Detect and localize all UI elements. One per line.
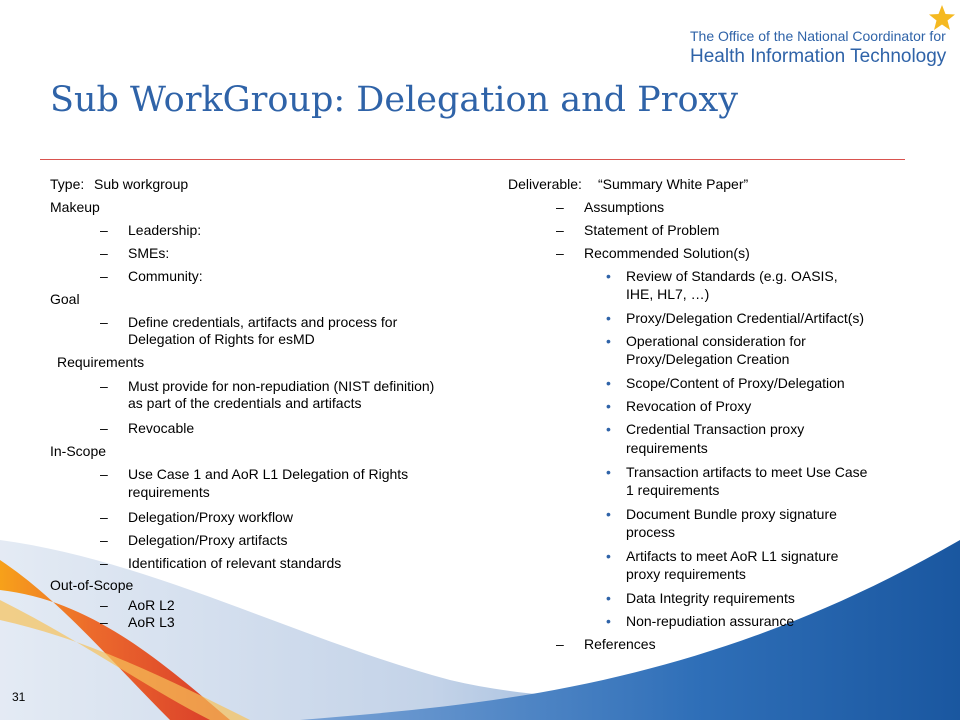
bullet-marker: • bbox=[606, 548, 611, 564]
dash-marker: – bbox=[100, 532, 108, 548]
dash-marker: – bbox=[100, 314, 108, 330]
requirement-line: Revocable bbox=[128, 420, 195, 436]
dash-marker: – bbox=[100, 378, 108, 394]
bullet-marker: • bbox=[606, 310, 611, 326]
title-divider bbox=[40, 159, 905, 160]
inscope-line: Identification of relevant standards bbox=[128, 555, 342, 571]
bullet-marker: • bbox=[606, 590, 611, 606]
goal-item-line: Define credentials, artifacts and process for bbox=[128, 314, 398, 330]
solution-line: 1 requirements bbox=[626, 482, 720, 498]
dash-marker: – bbox=[100, 268, 108, 284]
inscope-line: Use Case 1 and AoR L1 Delegation of Rights bbox=[128, 466, 409, 482]
dash-marker: – bbox=[556, 199, 564, 215]
deliverable-label: Deliverable: bbox=[508, 176, 582, 192]
dash-marker: – bbox=[100, 245, 108, 261]
onc-logo bbox=[690, 4, 958, 70]
outscope-heading: Out-of-Scope bbox=[50, 577, 134, 593]
bullet-marker: • bbox=[606, 464, 611, 480]
dash-marker: – bbox=[100, 509, 108, 525]
bullet-marker: • bbox=[606, 398, 611, 414]
makeup-item: Community: bbox=[128, 268, 203, 284]
bullet-marker: • bbox=[606, 506, 611, 522]
bullet-marker: • bbox=[606, 421, 611, 437]
dash-marker: – bbox=[556, 636, 564, 652]
deliverable-item: Recommended Solution(s) bbox=[584, 245, 750, 261]
solution-line: Revocation of Proxy bbox=[626, 398, 752, 414]
solution-line: proxy requirements bbox=[626, 566, 746, 582]
page-number: 31 bbox=[12, 690, 26, 704]
logo-line-1: The Office of the National Coordinator for bbox=[690, 28, 946, 44]
deliverable-item: Assumptions bbox=[584, 199, 665, 215]
dash-marker: – bbox=[100, 597, 108, 613]
solution-line: Data Integrity requirements bbox=[626, 590, 795, 606]
solution-line: IHE, HL7, …) bbox=[626, 286, 710, 302]
dash-marker: – bbox=[100, 420, 108, 436]
solution-line: process bbox=[626, 524, 676, 540]
outscope-item: AoR L3 bbox=[128, 614, 175, 630]
dash-marker: – bbox=[556, 222, 564, 238]
solution-line: Transaction artifacts to meet Use Case bbox=[626, 464, 868, 480]
outscope-item: AoR L2 bbox=[128, 597, 175, 613]
solution-line: Artifacts to meet AoR L1 signature bbox=[626, 548, 839, 564]
solution-line: requirements bbox=[626, 440, 708, 456]
solution-line: Credential Transaction proxy bbox=[626, 421, 805, 437]
makeup-item: SMEs: bbox=[128, 245, 170, 261]
solution-line: Operational consideration for bbox=[626, 333, 806, 349]
type-value: Sub workgroup bbox=[94, 176, 189, 192]
solution-line: Proxy/Delegation Credential/Artifact(s) bbox=[626, 310, 865, 326]
makeup-heading: Makeup bbox=[50, 199, 100, 215]
deliverable-item: References bbox=[584, 636, 656, 652]
dash-marker: – bbox=[556, 245, 564, 261]
bullet-marker: • bbox=[606, 375, 611, 391]
deliverable-value: “Summary White Paper” bbox=[598, 176, 749, 192]
bullet-marker: • bbox=[606, 268, 611, 284]
type-label: Type: bbox=[50, 176, 85, 192]
solution-line: Proxy/Delegation Creation bbox=[626, 351, 790, 367]
solution-line: Non-repudiation assurance bbox=[626, 613, 795, 629]
inscope-line: Delegation/Proxy workflow bbox=[128, 509, 293, 525]
dash-marker: – bbox=[100, 614, 108, 630]
inscope-heading: In-Scope bbox=[50, 443, 107, 459]
dash-marker: – bbox=[100, 555, 108, 571]
slide-title: Sub WorkGroup: Delegation and Proxy bbox=[50, 80, 739, 120]
bullet-marker: • bbox=[606, 613, 611, 629]
inscope-line: Delegation/Proxy artifacts bbox=[128, 532, 288, 548]
makeup-item: Leadership: bbox=[128, 222, 202, 238]
logo-line-2: Health Information Technology bbox=[690, 46, 947, 67]
solution-line: Review of Standards (e.g. OASIS, bbox=[626, 268, 838, 284]
solution-line: Scope/Content of Proxy/Delegation bbox=[626, 375, 845, 391]
goal-heading: Goal bbox=[50, 291, 80, 307]
dash-marker: – bbox=[100, 466, 108, 482]
dash-marker: – bbox=[100, 222, 108, 238]
deliverable-item: Statement of Problem bbox=[584, 222, 720, 238]
requirement-line: as part of the credentials and artifacts bbox=[128, 395, 362, 411]
requirement-line: Must provide for non-repudiation (NIST definition) bbox=[128, 378, 435, 394]
solution-line: Document Bundle proxy signature bbox=[626, 506, 837, 522]
requirements-heading: Requirements bbox=[57, 354, 145, 370]
goal-item-line: Delegation of Rights for esMD bbox=[128, 331, 315, 347]
bullet-marker: • bbox=[606, 333, 611, 349]
inscope-line: requirements bbox=[128, 484, 210, 500]
